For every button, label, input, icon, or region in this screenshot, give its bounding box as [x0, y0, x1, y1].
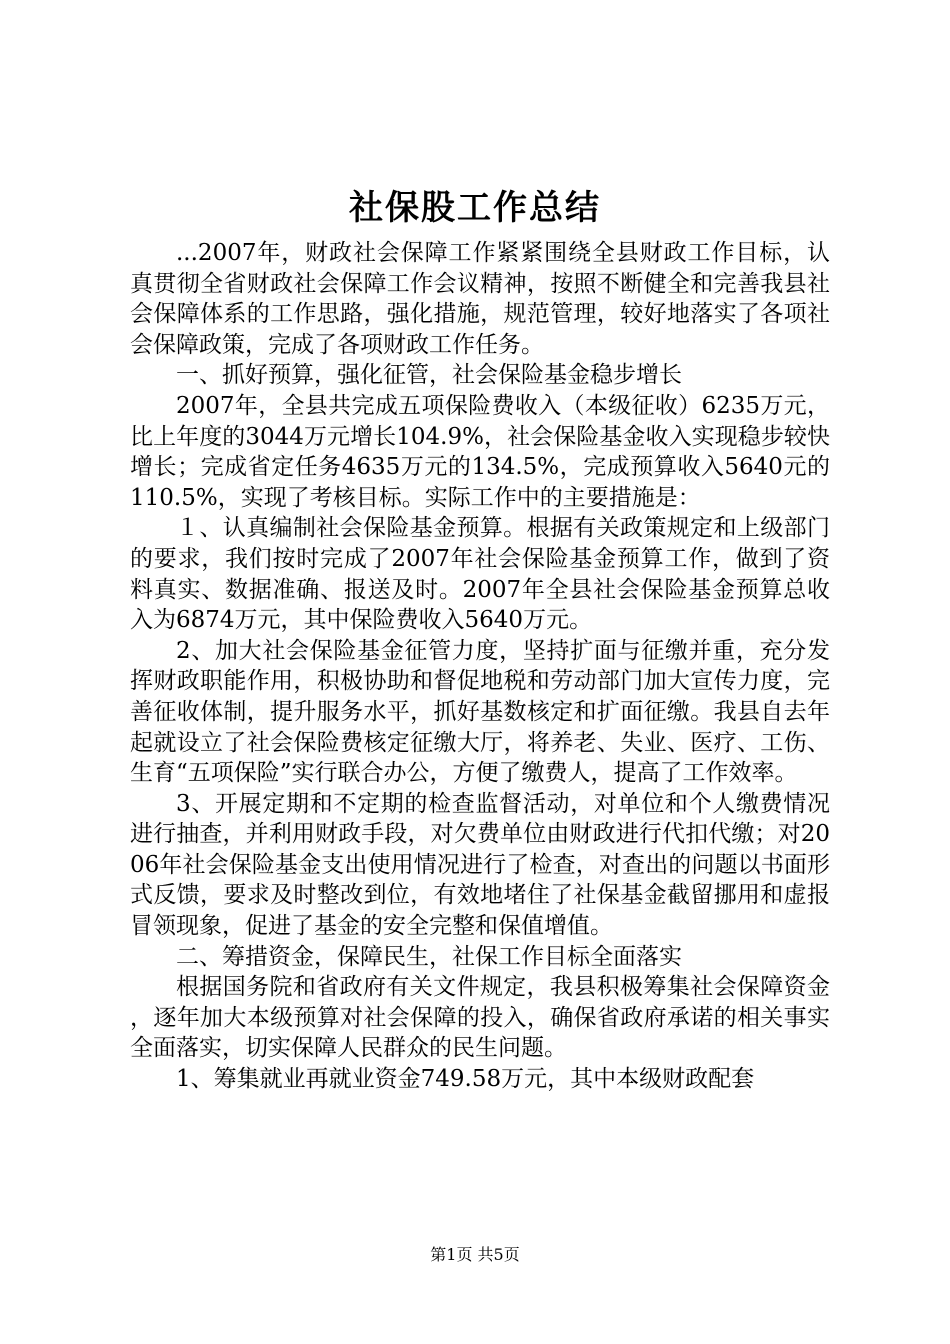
section-1-paragraph: 2007年，全县共完成五项保险费收入（本级征收）6235万元，比上年度的3044万元增长104.9%，社会保险基金收入实现稳步较快增长；完成省定任务4635万元的134.5%，完成预算收入5640元的110.5%，实现了考核目标。实际工作中的主要措施是：	[130, 392, 830, 511]
measure-3-paragraph: 3、开展定期和不定期的检查监督活动，对单位和个人缴费情况进行抽查，并利用财政手段，对欠费单位由财政进行代扣代缴；对2006年社会保险基金支出使用情况进行了检查，对查出的问题以书面形式反馈，要求及时整改到位，有效地堵住了社保基金截留挪用和虚报冒领现象，促进了基金的安全完整和保值增值。	[130, 790, 830, 940]
section-heading-1: 一、抓好预算，强化征管，社会保险基金稳步增长	[176, 362, 682, 389]
intro-paragraph: ...2007年，财政社会保障工作紧紧围绕全县财政工作目标，认真贯彻全省财政社会保障工作会议精神，按照不断健全和完善我县社会保障体系的工作思路，强化措施，规范管理，较好地落实了各项社会保障政策，完成了各项财政工作任务。	[130, 240, 830, 358]
document-title: 社保股工作总结	[349, 188, 601, 228]
section-heading-2: 二、筹措资金，保障民生，社保工作目标全面落实	[176, 943, 682, 970]
measure-1-paragraph: １、认真编制社会保险基金预算。根据有关政策规定和上级部门的要求，我们按时完成了2007年社会保险基金预算工作，做到了资料真实、数据准确、报送及时。2007年全县社会保险基金预算总收入为6874万元，其中保险费收入5640万元。	[130, 515, 830, 634]
document-body	[130, 238, 830, 1095]
measure-2-paragraph: 2、加大社会保险基金征管力度，坚持扩面与征缴并重，充分发挥财政职能作用，积极协助和督促地税和劳动部门加大宣传力度，完善征收体制，提升服务水平，抓好基数核定和扩面征缴。我县自去年起就设立了社会保险费核定征缴大厅，将养老、失业、医疗、工伤、生育“五项保险”实行联合办公，方便了缴费人，提高了工作效率。	[130, 637, 830, 787]
section-2-paragraph: 根据国务院和省政府有关文件规定，我县积极筹集社会保障资金，逐年加大本级预算对社会保障的投入，确保省政府承诺的相关事实全面落实，切实保障人民群众的民生问题。	[130, 974, 830, 1062]
item-1-paragraph: 1、筹集就业再就业资金749.58万元，其中本级财政配套	[176, 1066, 755, 1093]
page-number: 第1页 共5页	[430, 1245, 520, 1264]
